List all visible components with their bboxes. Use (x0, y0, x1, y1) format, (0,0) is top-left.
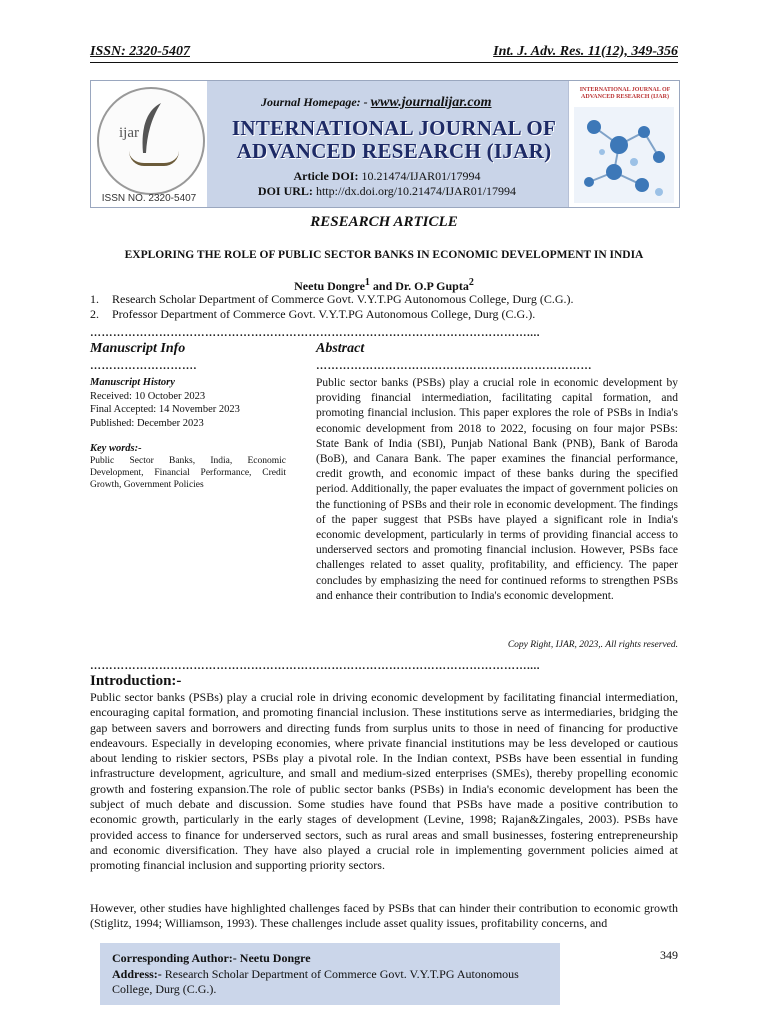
author-1-affiliation: 1 (364, 277, 370, 288)
separator-bottom: …………………………………………………………………………………………………….... (90, 661, 540, 671)
homepage-link[interactable]: www.journalijar.com (370, 95, 492, 110)
author-2: Dr. O.P Gupta (395, 279, 469, 293)
separator-top: …………………………………………………………………………………………………….... (90, 328, 540, 338)
corresponding-author (112, 951, 552, 967)
journal-cover-image (568, 81, 679, 207)
copyright: Copy Right, IJAR, 2023,. All rights reserved. (507, 640, 678, 650)
article-type: RESEARCH ARTICLE (310, 214, 458, 230)
journal-title-line2: ADVANCED RESEARCH (IJAR) (236, 139, 552, 163)
affiliation-item (90, 292, 678, 307)
address-text: Research Scholar Department of Commerce Govt. V.Y.T.PG Autonomous College, Durg (C.G.). (112, 966, 519, 996)
article-title: EXPLORING THE ROLE OF PUBLIC SECTOR BANKS IN ECONOMIC DEVELOPMENT IN INDIA (124, 249, 644, 261)
affiliation-number: 2. (90, 307, 99, 321)
ijar-logo (91, 81, 207, 207)
journal-title-line1: INTERNATIONAL JOURNAL OF (231, 116, 557, 140)
abstract-text: Public sector banks (PSBs) play a crucial role in economic development by providing financial intermediation, facilitating capital formation, and promoting financial inclusion. This paper explores the role of PSBs in India's economic development from 2018 to 2022, focusing on four major PSBs: State Bank of India (SBI), Punjab National Bank (PNB), Bank of Baroda (BoB), and Canara Bank. The paper examines the financial performance, credit growth, and economic impact of these banks during the specified period. Additionally, the paper evaluates the impact of government policies on the functioning of PSBs and their role in economic development. The findings of the paper suggest that PSBs have played a significant role in India's economic development, particularly in terms of providing financial access to underserved sectors and promoting financial inclusion. However, PSBs face challenges related to asset quality, profitability, and efficiency. The paper concludes by emphasizing the need for continued reforms to strengthen PSBs and enhance their contribution to India's economic development. (316, 377, 678, 602)
affiliation-number: 1. (90, 292, 99, 306)
affiliation-item (90, 307, 678, 322)
affiliation-text: Research Scholar Department of Commerce Govt. V.Y.T.PG Autonomous College, Durg (C.G.). (112, 292, 574, 306)
quill-icon (135, 101, 165, 157)
affiliation-text: Professor Department of Commerce Govt. V.Y.T.PG Autonomous College, Durg (C.G.). (112, 307, 536, 321)
article-doi (207, 169, 567, 184)
introduction-heading: Introduction:- (90, 673, 182, 689)
cover-title (573, 87, 677, 101)
introduction-paragraph-2: However, other studies have highlighted challenges faced by PSBs that can hinder their contribution to economic growth (Stiglitz, 1994; Williamson, 1993). These challenges include asset quality issues, profitability concerns, and (90, 901, 678, 931)
keywords-heading: Key words:- (90, 443, 142, 454)
author-join: and (369, 279, 396, 293)
corresponding-address (112, 967, 552, 998)
cover-title-line1: INTERNATIONAL JOURNAL OF (579, 87, 671, 93)
affiliations (90, 292, 678, 322)
cover-title-line2: ADVANCED RESEARCH (IJAR) (581, 94, 669, 100)
doi-url (207, 184, 567, 199)
homepage-label: Journal Homepage: - (261, 95, 368, 109)
accepted-date: Final Accepted: 14 November 2023 (90, 404, 240, 415)
published-date: Published: December 2023 (90, 417, 204, 429)
corresponding-label: Corresponding Author:- (112, 951, 237, 965)
journal-title (221, 117, 567, 163)
journal-homepage (261, 95, 492, 111)
history-heading: Manuscript History (90, 377, 175, 388)
page-number: 349 (660, 948, 678, 962)
received-date: Received: 10 October 2023 (90, 390, 206, 402)
doi-url-label: DOI URL: (257, 184, 313, 198)
corresponding-author-box (100, 943, 560, 1005)
doi-url-value[interactable]: http://dx.doi.org/10.21474/IJAR01/17994 (315, 184, 517, 198)
molecule-icon (574, 107, 674, 203)
corresponding-name: Neetu Dongre (239, 951, 311, 965)
author-2-affiliation: 2 (468, 277, 474, 288)
introduction-paragraph-1: Public sector banks (PSBs) play a crucial role in driving economic development by facilitating financial intermediation, encouraging capital formation, and promoting financial inclusion. These institutions serve as intermediaries, bridging the gap between savers and borrowers and directing funds from surplus units to those in need of financing for productive endeavours. Especially in developing economies, where private financial institutions may be less developed or cautious about lending to riskier sectors, PSBs play a pivotal role. In the Indian context, PSBs have been essential in funding infrastructure development, agriculture, and small and medium-sized enterprises (SMEs), thereby propelling economic growth and fostering expansion.The role of public sector banks (PSBs) in India's economic development has been the subject of much debate and discussion. Some studies have found that PSBs have made a positive contribution to economic growth, particularly in the early stages of development (Levine, 1998; Rajan&Zingales, 2003). PSBs have provided access to finance for underserved sectors, such as rural areas and small businesses, fostering entrepreneurship and economic diversification. They have also played a crucial role in implementing government policies aimed at promoting financial inclusion and supporting priority sectors. (90, 690, 678, 873)
citation-header: Int. J. Adv. Res. 11(12), 349-356 (493, 44, 678, 59)
manuscript-history (90, 376, 280, 430)
manuscript-info-heading: Manuscript Info (90, 341, 186, 356)
book-icon (129, 151, 179, 166)
manuscript-dots: ………………………. (90, 361, 197, 371)
doi-value: 10.21474/IJAR01/17994 (361, 169, 481, 183)
author-1: Neetu Dongre (294, 279, 365, 293)
logo-text: ijar (119, 125, 139, 141)
keywords (90, 443, 286, 491)
keywords-text: Public Sector Banks, India, Economic Development, Financial Performance, Credit Growth, Government Policies (90, 456, 286, 490)
issn-header: ISSN: 2320-5407 (90, 44, 190, 59)
address-label: Address:- (112, 966, 162, 981)
abstract-dots: ……………………………………………………………… (316, 361, 592, 371)
running-header (90, 44, 678, 63)
abstract-heading: Abstract (316, 341, 365, 356)
logo-issn: ISSN NO. 2320-5407 (101, 193, 197, 204)
doi-label: Article DOI: (293, 169, 359, 183)
journal-banner (90, 80, 680, 208)
